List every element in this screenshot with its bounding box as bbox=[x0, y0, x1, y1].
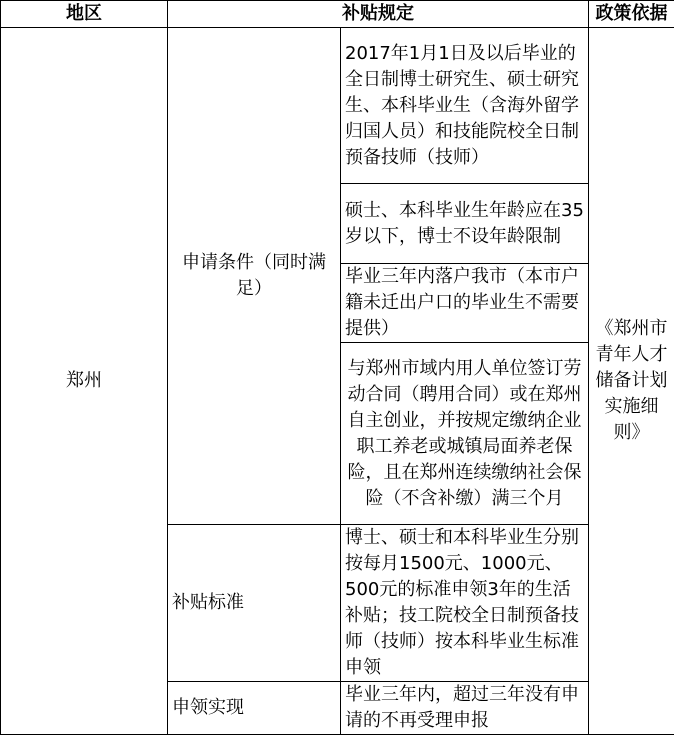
header-row bbox=[1, 1, 674, 28]
claim-label: 申领实现 bbox=[168, 682, 341, 735]
condition-item: 与郑州市域内用人单位签订劳动合同（聘用合同）或在郑州自主创业，并按规定缴纳企业职工养老或城镇局面养老保险，且在郑州连续缴纳社会保险（不含补缴）满三个月 bbox=[341, 343, 589, 525]
standard-label: 补贴标准 bbox=[168, 525, 341, 682]
condition-item: 毕业三年内落户我市（本市户籍未迁出户口的毕业生不需要提供） bbox=[341, 264, 589, 343]
conditions-label: 申请条件（同时满足） bbox=[168, 28, 341, 525]
policy-basis: 《郑州市青年人才储备计划实施细则》 bbox=[589, 28, 674, 735]
condition-item: 2017年1月1日及以后毕业的全日制博士研究生、硕士研究生、本科毕业生（含海外留学归国人员）和技能院校全日制预备技师（技师） bbox=[341, 28, 589, 184]
claim-text: 毕业三年内，超过三年没有申请的不再受理申报 bbox=[341, 682, 589, 735]
standard-text: 博士、硕士和本科毕业生分别按每月1500元、1000元、500元的标准申领3年的生活补贴；技工院校全日制预备技师（技师）按本科毕业生标准申领 bbox=[341, 525, 589, 682]
header-region: 地区 bbox=[1, 1, 168, 28]
header-rules: 补贴规定 bbox=[168, 1, 589, 28]
condition-item: 硕士、本科毕业生年龄应在35岁以下，博士不设年龄限制 bbox=[341, 184, 589, 264]
header-basis: 政策依据 bbox=[589, 1, 674, 28]
region-cell: 郑州 bbox=[1, 28, 168, 735]
table-row bbox=[1, 28, 674, 184]
